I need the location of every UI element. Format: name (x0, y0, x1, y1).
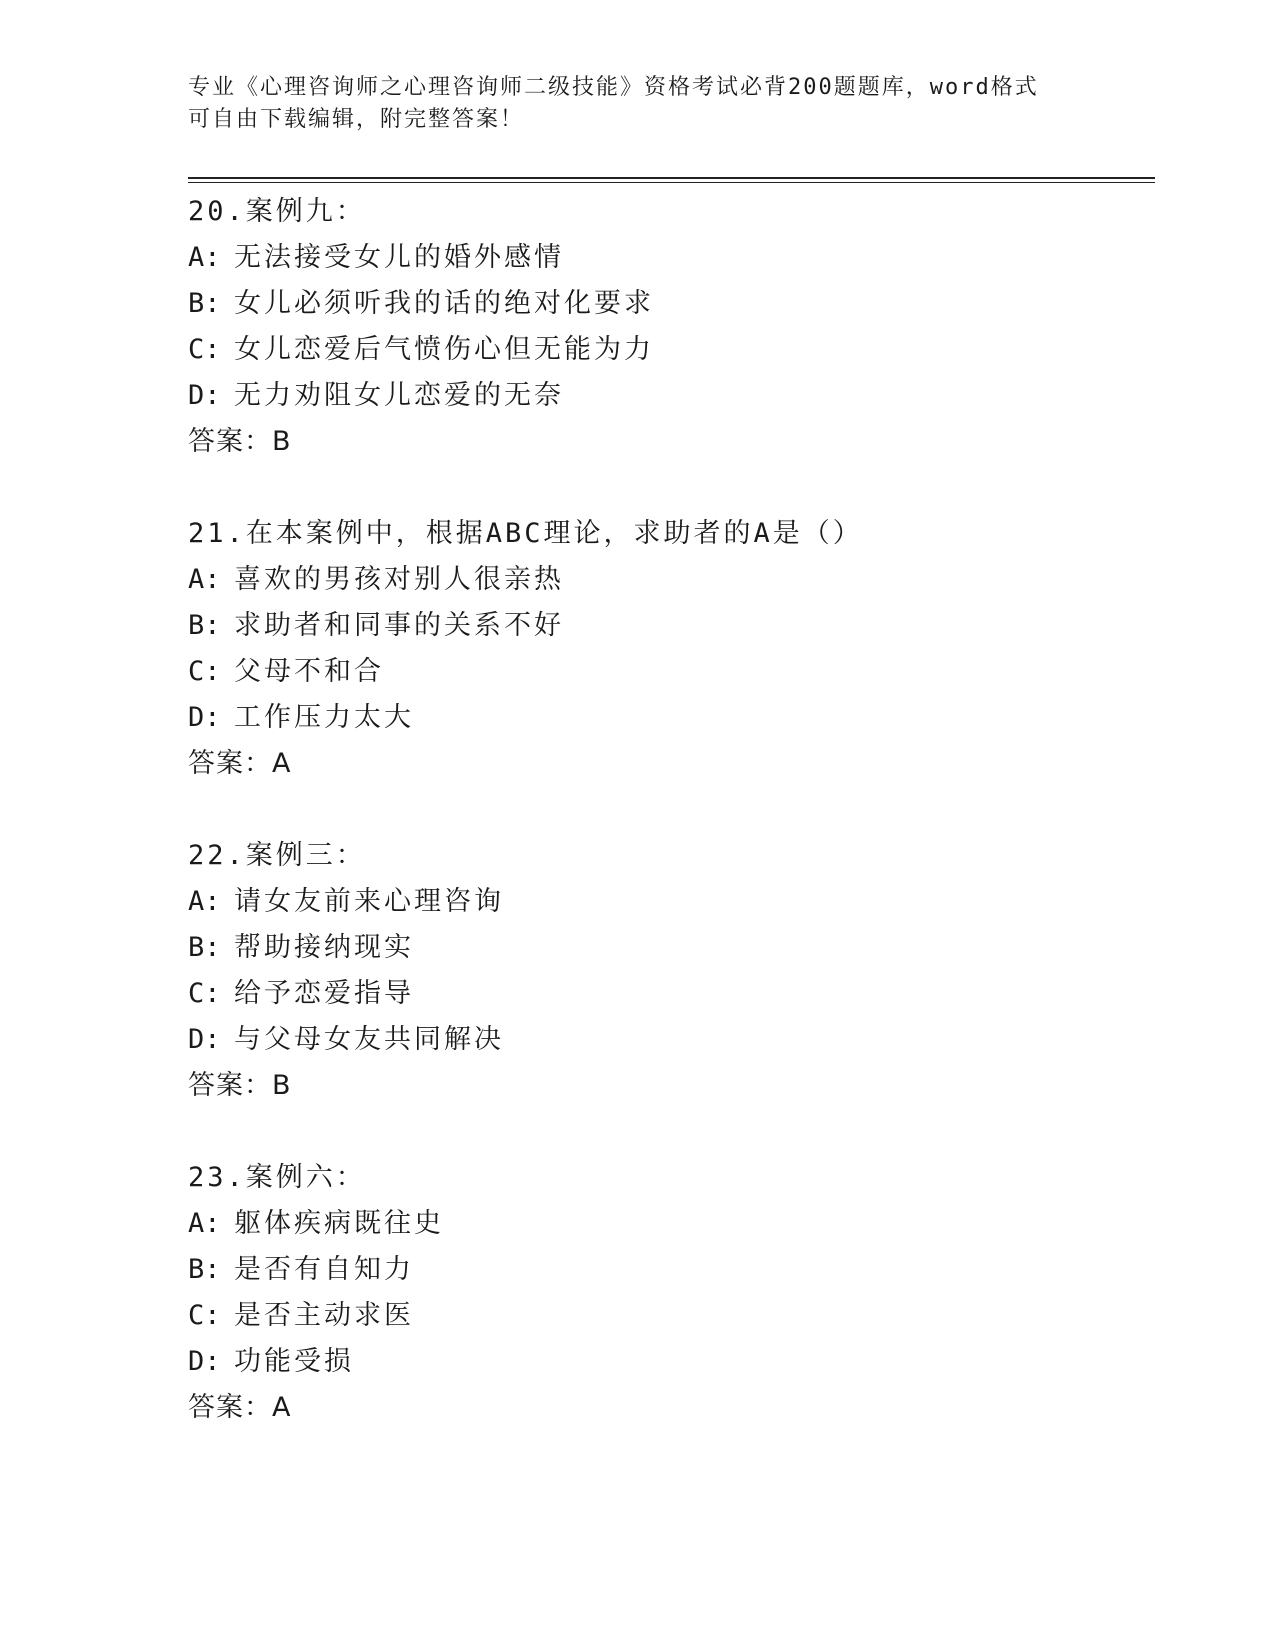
question-list (188, 189, 1128, 1477)
option-b (188, 603, 1128, 649)
header-divider-thick (188, 177, 1155, 179)
header-divider-thin (188, 182, 1155, 183)
option-text: 躯体疾病既往史 (234, 1208, 444, 1239)
option-key: A: (188, 242, 221, 273)
option-text: 是否有自知力 (234, 1254, 414, 1285)
option-text: 帮助接纳现实 (234, 932, 414, 963)
option-d (188, 373, 1128, 419)
option-d (188, 695, 1128, 741)
option-key: C: (188, 656, 221, 687)
option-key: B: (188, 1254, 221, 1285)
option-key: C: (188, 978, 221, 1009)
option-key: A: (188, 1208, 221, 1239)
option-a (188, 557, 1128, 603)
option-text: 女儿必须听我的话的绝对化要求 (234, 288, 654, 319)
answer-line: 答案：B (188, 426, 292, 457)
answer-line: 答案：B (188, 1070, 292, 1101)
answer-line: 答案：A (188, 1392, 292, 1423)
question-stem: 20.案例九： (188, 196, 366, 227)
option-key: A: (188, 564, 221, 595)
option-text: 无力劝阻女儿恋爱的无奈 (234, 380, 564, 411)
question-stem: 21.在本案例中，根据ABC理论，求助者的A是（） (188, 518, 863, 549)
option-c (188, 327, 1128, 373)
option-key: B: (188, 932, 221, 963)
option-a (188, 235, 1128, 281)
option-key: B: (188, 288, 221, 319)
option-text: 女儿恋爱后气愤伤心但无能为力 (234, 334, 654, 365)
option-d (188, 1017, 1128, 1063)
question-21 (188, 511, 1128, 787)
option-a (188, 879, 1128, 925)
option-text: 求助者和同事的关系不好 (234, 610, 564, 641)
question-stem: 22.案例三： (188, 840, 366, 871)
option-text: 工作压力太大 (234, 702, 414, 733)
option-c (188, 971, 1128, 1017)
option-text: 给予恋爱指导 (234, 978, 414, 1009)
option-key: D: (188, 702, 221, 733)
option-a (188, 1201, 1128, 1247)
question-stem: 23.案例六： (188, 1162, 366, 1193)
option-key: D: (188, 1024, 221, 1055)
option-key: C: (188, 1300, 221, 1331)
answer-line: 答案：A (188, 748, 292, 779)
option-c (188, 1293, 1128, 1339)
option-text: 是否主动求医 (234, 1300, 414, 1331)
option-text: 父母不和合 (234, 656, 384, 687)
option-b (188, 925, 1128, 971)
option-key: D: (188, 380, 221, 411)
option-b (188, 1247, 1128, 1293)
option-d (188, 1339, 1128, 1385)
option-b (188, 281, 1128, 327)
header-title-line-1: 专业《心理咨询师之心理咨询师二级技能》资格考试必背200题题库，word格式 (188, 75, 1039, 100)
option-text: 与父母女友共同解决 (234, 1024, 504, 1055)
option-text: 请女友前来心理咨询 (234, 886, 504, 917)
option-text: 无法接受女儿的婚外感情 (234, 242, 564, 273)
option-key: B: (188, 610, 221, 641)
question-23 (188, 1155, 1128, 1431)
option-key: C: (188, 334, 221, 365)
document-header (188, 72, 1068, 136)
question-20 (188, 189, 1128, 465)
option-key: D: (188, 1346, 221, 1377)
header-title-line-2: 可自由下载编辑，附完整答案！ (188, 107, 525, 132)
option-key: A: (188, 886, 221, 917)
option-text: 喜欢的男孩对别人很亲热 (234, 564, 564, 595)
option-text: 功能受损 (234, 1346, 354, 1377)
question-22 (188, 833, 1128, 1109)
option-c (188, 649, 1128, 695)
